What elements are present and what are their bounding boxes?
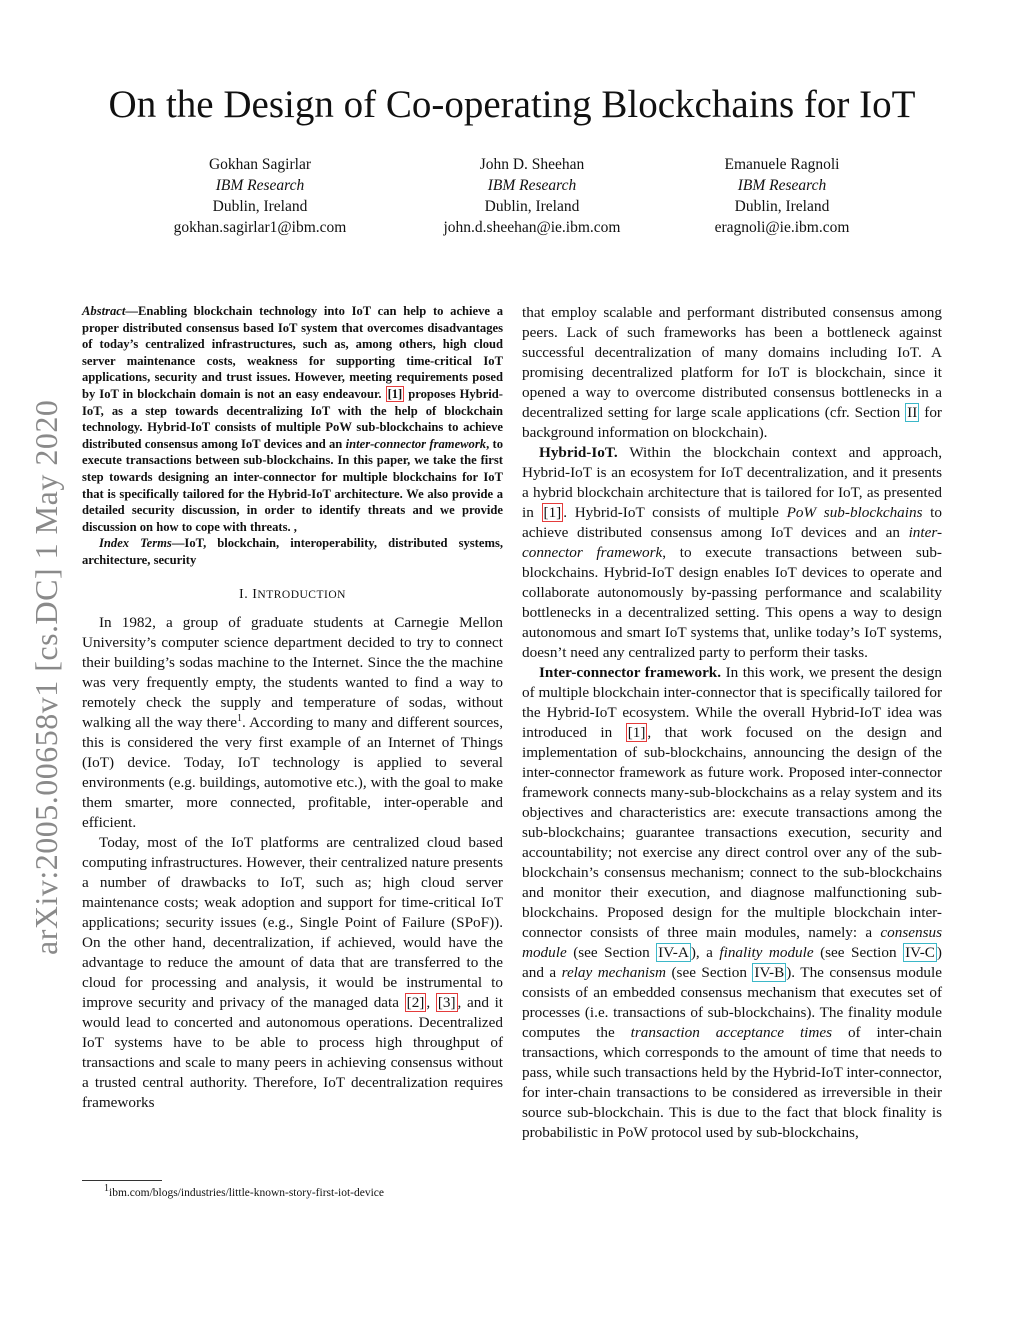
paragraph-text: , that work focused on the design and implementation of sub-blockchains, announcing the design of the inter-connector framework as future work. Proposed inter-connector framework connects many-sub-blockchains as a relay system and its objectives and characteristics are: execute transactions among the sub-blockchains; guarantee transactions execution, security and accountability; not exercise any direct control over any of the sub-blockchain’s consensus mechanism; connect to the sub-blockchains and monitor their execution, and diagnose malfunctioning sub-blockchains. Proposed design for the multiple blockchain inter-connector consists of three main modules, namely: a <box>522 724 943 941</box>
paragraph-text: ) and a <box>522 944 942 981</box>
right-paragraph-2 <box>522 443 942 663</box>
author-email: john.d.sheehan@ie.ibm.com <box>443 219 621 236</box>
author-name: Gokhan Sagirlar <box>208 156 311 173</box>
citation-link[interactable]: [3] <box>437 993 456 1011</box>
paragraph-text: to achieve distributed consensus among IoT devices and an <box>522 504 942 541</box>
citation-link[interactable]: [1] <box>387 386 403 401</box>
intro-paragraph-1 <box>82 613 503 833</box>
paragraph-text: (see Section <box>813 944 904 961</box>
citation-link[interactable]: [2] <box>406 993 425 1011</box>
paragraph-text: In 1982, a group of graduate students at Carnegie Mellon University’s computer science department decided to try to connect their building’s sodas machine to the Internet. Since the the machine was very frequently empty, the students wanted to find a way to remotely check the supply and temperature of sodas, without walking all the way there <box>82 613 503 731</box>
author-affiliation: IBM Research <box>215 177 305 194</box>
arxiv-watermark: arXiv:2005.00658v1 [cs.DC] 1 May 2020 <box>28 399 64 955</box>
paragraph-text: , <box>426 993 436 1011</box>
paragraph-text: ), a <box>690 944 720 961</box>
author-email: eragnoli@ie.ibm.com <box>714 219 850 236</box>
paragraph-text: Within the blockchain context and approach, Hybrid-IoT is an ecosystem for IoT decentralization, and it presents a hybrid blockchain architecture that is tailored for IoT, as presented in <box>522 444 942 521</box>
right-paragraph-3 <box>522 663 942 1143</box>
paragraph-heading: Inter-connector framework. <box>539 664 722 681</box>
emphasis: finality module <box>719 944 814 961</box>
index-terms-text: —IoT, blockchain, interoperability, distributed systems, architecture, security <box>82 536 503 567</box>
paragraph-text: ). The consensus module consists of an embedded consensus mechanism that executes set of processes (i.e. transactions of sub-blockchains). The finality module computes the <box>522 964 942 1041</box>
emphasis: transaction acceptance times <box>630 1024 833 1041</box>
section-title-initial: I <box>252 586 258 602</box>
index-terms <box>82 535 503 568</box>
author-affiliation: IBM Research <box>487 177 577 194</box>
author-2 <box>402 154 662 238</box>
emphasis: relay mechanism <box>561 964 667 981</box>
abstract-lead: Abstract <box>82 304 126 318</box>
footnote <box>82 1183 503 1201</box>
paragraph-text: Today, most of the IoT platforms are centralized cloud based computing infrastructures. However, their centralized nature presents a number of drawbacks to IoT, such as; high cloud server maintenance costs; weak adoption and support for time-critical IoT applications; security issues (e.g., Single Point of Failure (SPoF)). On the other hand, decentralization, if achieved, would have the advantage to reduce the amount of data that are transferred to the cloud for processing and analysis, it would be instrumental to improve security and privacy of the managed data <box>82 833 503 1011</box>
section-number: I. <box>239 586 253 602</box>
footnote-marker[interactable]: 1 <box>237 712 243 724</box>
abstract-emphasis: inter-connector framework <box>345 436 487 451</box>
paragraph-text: . According to many and different sources, this is considered the very first example of an Internet of Things (IoT) device. Today, IoT technology is applied to several environments (e.g. buildings, automotive etc.), with the goal to make them smarter, more connected, profitable, inter-operable and efficient. <box>82 713 503 831</box>
author-email: gokhan.sagirlar1@ibm.com <box>173 219 347 236</box>
citation-link[interactable]: [1] <box>627 724 646 741</box>
author-location: Dublin, Ireland <box>484 198 580 215</box>
paragraph-heading: Hybrid-IoT. <box>539 444 618 461</box>
section-heading <box>82 585 503 605</box>
citation-link[interactable]: [1] <box>543 504 562 521</box>
emphasis: PoW sub-blockchains <box>786 504 923 521</box>
footnote-text: ibm.com/blogs/industries/little-known-story-first-iot-device <box>109 1187 384 1199</box>
author-name: John D. Sheehan <box>479 156 585 173</box>
section-link[interactable]: IV-B <box>754 964 785 981</box>
intro-paragraph-2 <box>82 833 503 1113</box>
author-1 <box>130 154 390 238</box>
paragraph-text: In this work, we present the design of multiple blockchain inter-connector that is specifically tailored for the Hybrid-IoT ecosystem. While the overall Hybrid-IoT idea was introduced in <box>522 664 942 741</box>
emphasis: consensus module <box>522 924 942 961</box>
right-paragraph-1 <box>522 303 942 443</box>
left-column <box>82 303 503 1113</box>
paragraph-text: , and it would lead to concerted and autonomous operations. Decentralized IoT systems have to be able to process high throughput of transactions and scale to many peers in achieving consensus without a trusted central authority. Therefore, IoT decentralization requires frameworks <box>82 993 504 1111</box>
paragraph-text: (see Section <box>666 964 753 981</box>
footnote-number: 1 <box>104 1183 109 1195</box>
author-affiliation: IBM Research <box>737 177 827 194</box>
paragraph-text: , to execute transactions between sub-blockchains. Hybrid-IoT design enables IoT devices to operate and collaborate autonomously by-passing performance and scalability bottlenecks in a decentralized setting. This opens a way to design autonomous and smart IoT systems that, unlike today’s IoT systems, doesn’t need any centralized party to perform their tasks. <box>522 544 942 661</box>
author-location: Dublin, Ireland <box>212 198 308 215</box>
paragraph-text: (see Section <box>566 944 657 961</box>
section-link[interactable]: II <box>907 404 918 421</box>
author-location: Dublin, Ireland <box>734 198 830 215</box>
paragraph-text: . Hybrid-IoT consists of multiple <box>563 504 787 521</box>
section-link[interactable]: IV-A <box>658 944 689 961</box>
index-terms-lead: Index Terms <box>99 536 172 551</box>
paper-title: On the Design of Co-operating Blockchains for IoT <box>108 83 916 126</box>
emphasis: inter-connector framework <box>522 524 942 561</box>
section-link[interactable]: IV-C <box>905 944 935 961</box>
paragraph-text: of inter-chain transactions, which corresponds to the amount of time that needs to pass, while such transactions held by the Hybrid-IoT inter-connector, for inter-chain transactions to be considered as irreversible in their source sub-blockchain. This is due to the fact that block finality is probabilistic in PoW protocol used by sub-blockchains, <box>522 1024 943 1141</box>
right-column <box>522 303 942 1143</box>
section-title-rest: NTRODUCTION <box>257 588 346 601</box>
abstract-text: , to execute transactions between sub-blockchains. In this paper, we take the first step towards designing an inter-connector for multiple blockchains for IoT that is specifically tailored for the Hybrid-IoT architecture. We also provide a detailed security discussion, in order to identify threats and we provide discussion on how to cope with threats. , <box>82 436 504 534</box>
author-name: Emanuele Ragnoli <box>724 156 840 173</box>
author-block <box>130 154 930 244</box>
abstract-text: proposes Hybrid-IoT, as a step towards decentralizing IoT with the help of blockchain technology. Hybrid-IoT consists of multiple PoW sub-blockchains to achieve distributed consensus among IoT devices and an <box>82 386 503 451</box>
paragraph-text: that employ scalable and performant distributed consensus among peers. Lack of such frameworks has been a bottleneck against successful decentralization of many domains including IoT. A promising decentralized platform for IoT is blockchain, since it opened a way to overcome distributed consensus bottlenecks in a decentralized setting for large scale applications (cfr. Section <box>522 304 942 421</box>
abstract <box>82 303 503 535</box>
footnote-rule <box>82 1180 162 1181</box>
abstract-text: —Enabling blockchain technology into IoT can help to achieve a proper distributed consensus based IoT system that overcomes disadvantages of today’s centralized infrastructures, such as, among others, high cloud server maintenance costs, weakness for supporting time-critical IoT applications, security and trust issues. However, meeting requirements posed by IoT in blockchain domain is not an easy endeavour. <box>82 304 503 401</box>
author-3 <box>652 154 912 238</box>
paragraph-text: for background information on blockchain). <box>522 404 942 441</box>
